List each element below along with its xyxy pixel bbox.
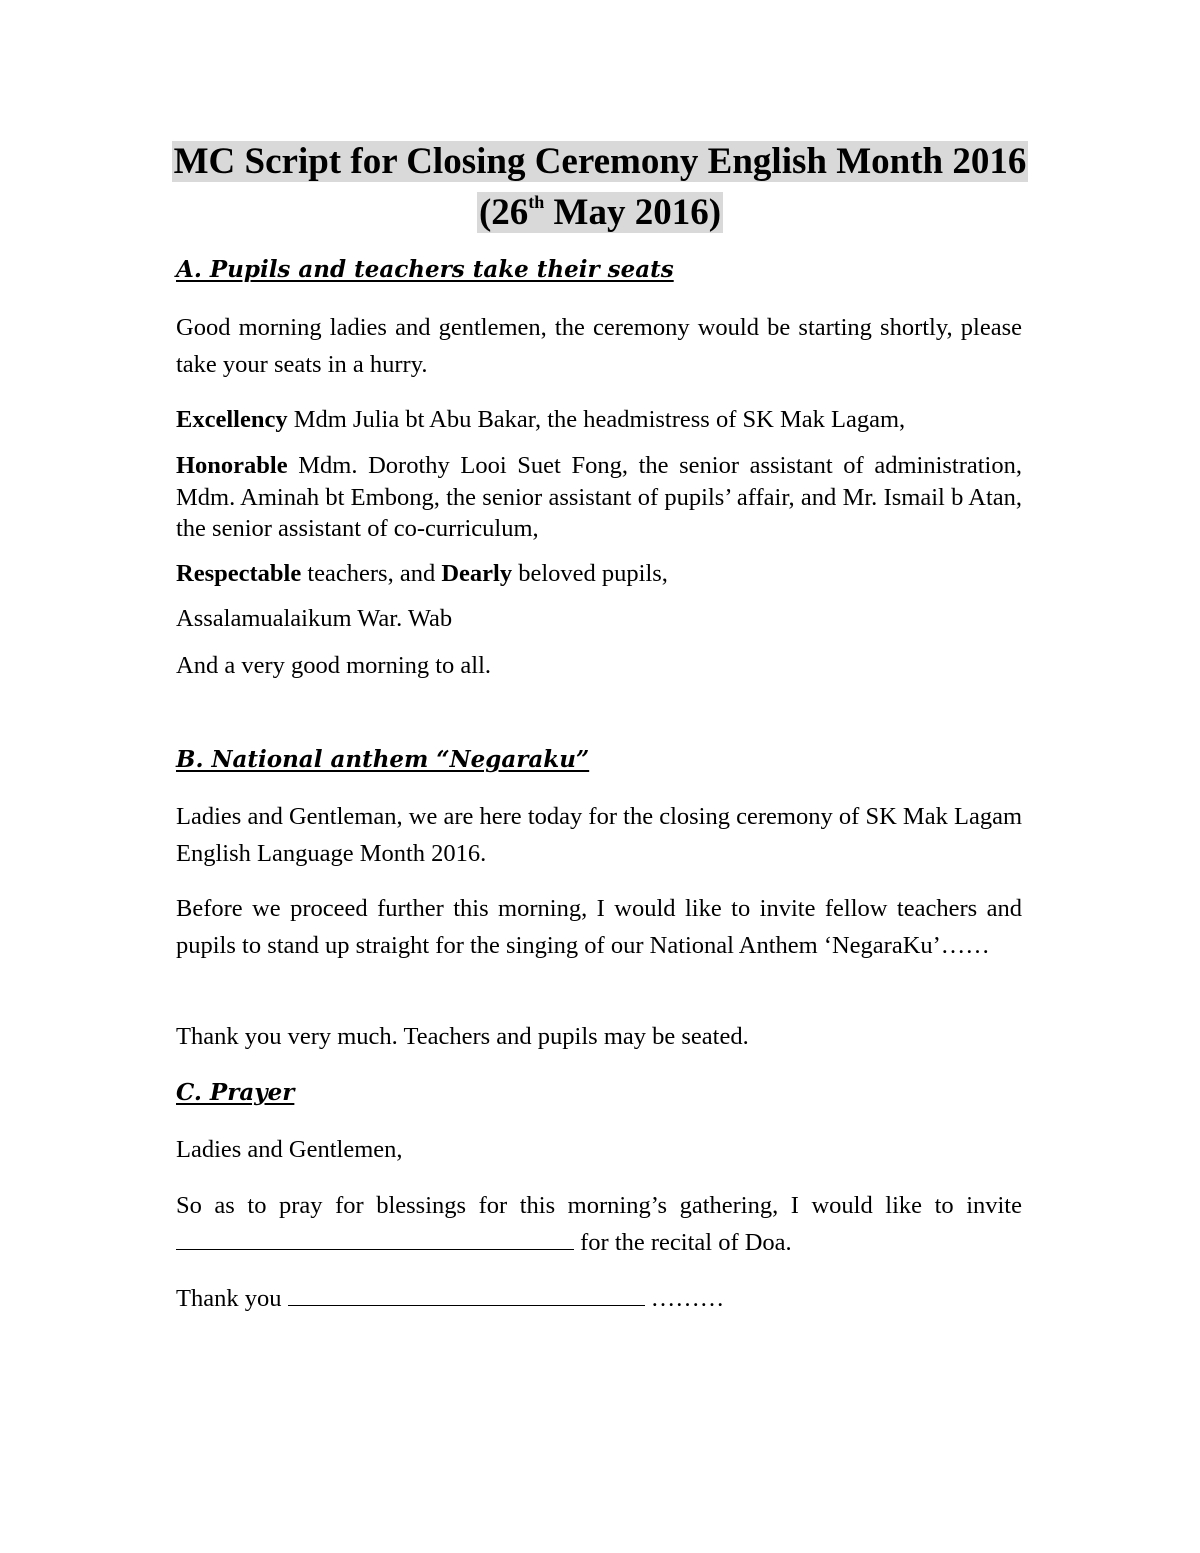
document-date — [0, 193, 1200, 233]
section-a-greeting: Assalamualaikum War. Wab — [176, 605, 453, 632]
document-title — [0, 142, 1200, 182]
title-date-highlight — [477, 192, 723, 233]
title-date-ordinal: th — [528, 192, 545, 212]
title-line-1: MC Script for Closing Ceremony English Month 2016 — [173, 141, 1027, 182]
excellency-text: Mdm Julia bt Abu Bakar, the headmistress of SK Mak Lagam, — [287, 406, 906, 433]
invite-end-text: for the recital of Doa. — [574, 1228, 792, 1256]
title-date-close: May 2016) — [544, 192, 722, 233]
section-a-good-morning: And a very good morning to all. — [176, 652, 492, 679]
section-c-heading: C. Prayer — [176, 1079, 295, 1106]
section-c-invite — [176, 1188, 1022, 1261]
section-c-address: Ladies and Gentlemen, — [176, 1136, 403, 1163]
respectable-label: Respectable — [176, 560, 302, 587]
section-a-honorable — [176, 450, 1022, 545]
invitee-blank-line — [176, 1227, 574, 1250]
respectable-text: teachers, and — [301, 560, 442, 587]
dearly-label: Dearly — [441, 560, 513, 587]
thanks-blank-line — [288, 1283, 645, 1306]
thanks-start-text: Thank you — [176, 1285, 288, 1312]
section-a-intro: Good morning ladies and gentlemen, the ceremony would be starting shortly, please take your seats in a hurry. — [176, 314, 1022, 378]
section-c-thanks — [176, 1283, 724, 1314]
thanks-end-text: ……… — [644, 1285, 725, 1312]
section-b-para-1: Ladies and Gentleman, we are here today for the closing ceremony of SK Mak Lagam English Language Month 2016. — [176, 803, 1022, 867]
section-a-heading: A. Pupils and teachers take their seats — [176, 256, 674, 283]
section-b-para-2: Before we proceed further this morning, I would like to invite fellow teachers and pupils to stand up straight for the singing of our National Anthem ‘NegaraKu’…… — [176, 895, 1022, 959]
honorable-text: Mdm. Dorothy Looi Suet Fong, the senior assistant of administration, Mdm. Aminah bt Embong, the senior assistant of pupils’ affair, and Mr. Ismail b Atan, the senior assistant of co-curriculum, — [176, 452, 1022, 542]
section-a-respectable — [176, 559, 668, 589]
honorable-label: Honorable — [176, 452, 288, 479]
excellency-label: Excellency — [176, 406, 288, 433]
section-b-heading: B. National anthem “Negaraku” — [176, 746, 590, 773]
title-date-open: (26 — [478, 192, 529, 233]
invite-text: So as to pray for blessings for this morning’s gathering, I would like to invite — [176, 1192, 1022, 1219]
dearly-text: beloved pupils, — [512, 560, 668, 587]
section-a-excellency — [176, 405, 905, 435]
section-b-para-3: Thank you very much. Teachers and pupils may be seated. — [176, 1023, 749, 1050]
